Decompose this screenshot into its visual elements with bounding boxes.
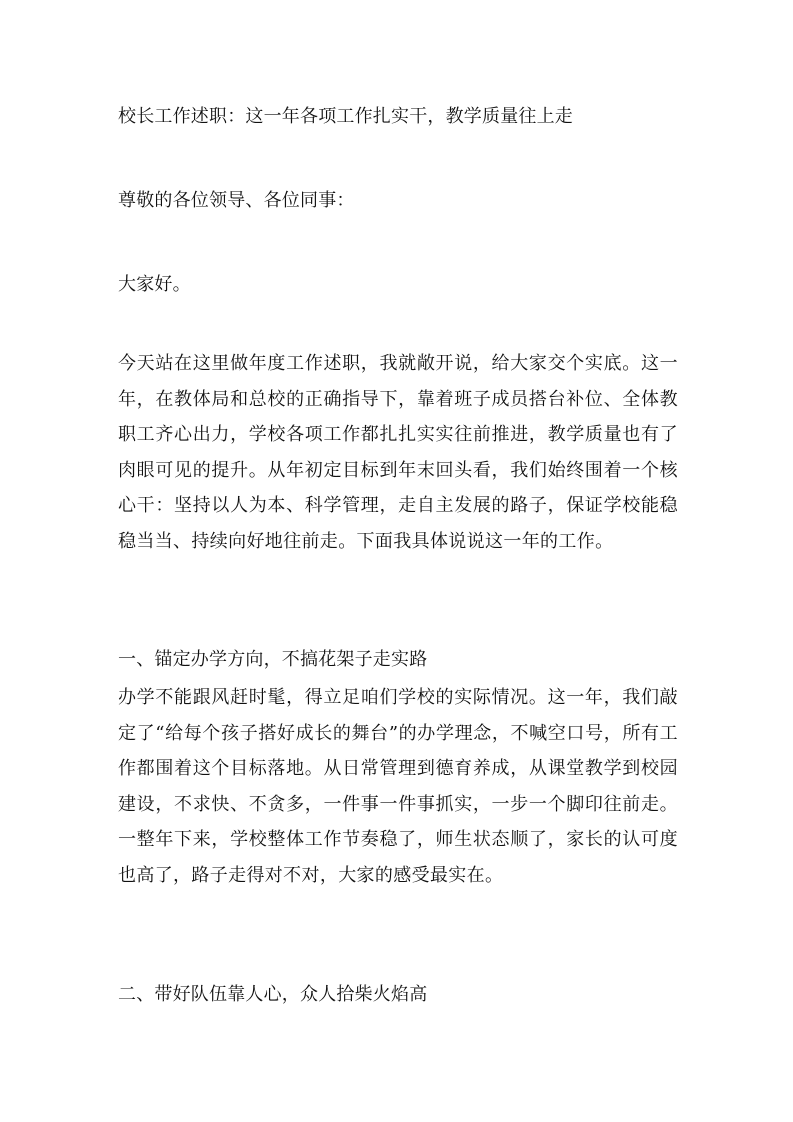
section-2-heading: 二、带好队伍靠人心，众人拾柴火焰高: [118, 984, 428, 1005]
salutation: 尊敬的各位领导、各位同事：: [118, 190, 355, 211]
section-1-heading: 一、锚定办学方向，不搞花架子走实路: [118, 649, 428, 670]
document-title: 校长工作述职：这一年各项工作扎实干，教学质量往上走: [118, 106, 573, 127]
intro-paragraph: 今天站在这里做年度工作述职，我就敞开说，给大家交个实底。这一年，在教体局和总校的正确指导下，靠着班子成员搭台补位、全体教职工齐心出力，学校各项工作都扎扎实实往前推进，教学质量也有了肉眼可见的提升。从年初定目标到年末回头看，我们始终围着一个核心干：坚持以人为本、科学管理，走自主发展的路子，保证学校能稳稳当当、持续向好地往前走。下面我具体说说这一年的工作。: [118, 353, 678, 552]
section-1-paragraph: 办学不能跟风赶时髦，得立足咱们学校的实际情况。这一年，我们敲定了“给每个孩子搭好成长的舞台”的办学理念，不喊空口号，所有工作都围着这个目标落地。从日常管理到德育养成，从课堂教学到校园建设，不求快、不贪多，一件事一件事抓实，一步一个脚印往前走。一整年下来，学校整体工作节奏稳了，师生状态顺了，家长的认可度也高了，路子走得对不对，大家的感受最实在。: [118, 687, 678, 886]
greeting: 大家好。: [118, 274, 191, 295]
